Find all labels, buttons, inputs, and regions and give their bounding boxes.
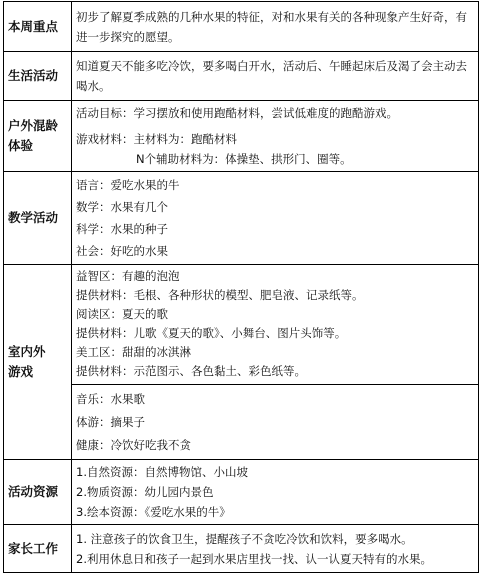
area-puzzle-materials: 提供材料：毛根、各种形状的模型、肥皂液、记录纸等。 (76, 288, 364, 302)
parent-work-content (72, 525, 479, 573)
label-indoor-outdoor-games (4, 265, 72, 460)
outdoor-goal: 活动目标：学习摆放和使用跑酷材料，尝试低难度的跑酷游戏。 (76, 106, 398, 120)
area-puzzle: 益智区：有趣的泡泡 (76, 269, 180, 283)
weekly-focus-line: 初步了解夏季成熟的几种水果的特征，对和水果有关的各种现象产生好奇，有进一步探究的愿望。 (76, 9, 467, 44)
teaching-language: 语言：爱吃水果的牛 (76, 178, 180, 192)
life-activity-line: 知道夏天不能多吃冷饮，要多喝白开水，活动后、午睡起床后及渴了会主动去喝水。 (76, 59, 467, 93)
label-indoor-line1: 室内外 (8, 344, 46, 359)
teaching-content (72, 172, 479, 265)
row-indoor-outdoor-games (4, 265, 479, 460)
teaching-science: 科学：水果的种子 (76, 222, 168, 236)
parent-item-2: 2.利用休息日和孩子一起到水果店里找一找、认一认夏天特有的水果。 (76, 551, 432, 566)
weekly-focus-text (72, 2, 479, 52)
game-sports: 体游：摘果子 (76, 415, 145, 429)
game-music: 音乐：水果歌 (76, 392, 145, 406)
other-games (72, 384, 478, 457)
teaching-math: 数学：水果有几个 (76, 200, 168, 214)
game-health: 健康：冷饮好吃我不贪 (76, 438, 191, 452)
row-outdoor-experience (4, 101, 479, 172)
label-life-activity: 生活活动 (4, 52, 72, 101)
row-activity-resources (4, 460, 479, 525)
outdoor-content (72, 101, 479, 172)
area-art-materials: 提供材料：示范图示、各色黏土、彩色纸等。 (76, 364, 306, 378)
resource-nature: 1.自然资源：自然博物馆、小山坡 (76, 465, 248, 479)
resource-picture-book: 3.绘本资源：《爱吃水果的牛》 (76, 505, 231, 519)
area-art: 美工区：甜甜的冰淇淋 (76, 345, 191, 359)
row-weekly-focus (4, 2, 479, 52)
label-parent-work: 家长工作 (4, 525, 72, 573)
indoor-content (72, 265, 479, 460)
teaching-social: 社会：好吃的水果 (76, 244, 168, 258)
label-activity-resources: 活动资源 (4, 460, 72, 525)
label-teaching-activity: 教学活动 (4, 172, 72, 265)
life-activity-text (72, 52, 479, 101)
label-weekly-focus: 本周重点 (4, 2, 72, 52)
outdoor-material-main: 游戏材料：主材料为：跑酷材料 (76, 132, 237, 146)
resource-material: 2.物质资源：幼儿园内景色 (76, 485, 214, 499)
row-teaching-activity (4, 172, 479, 265)
label-outdoor-experience (4, 101, 72, 172)
weekly-plan-table (3, 1, 479, 573)
area-reading: 阅读区：夏天的歌 (76, 307, 168, 321)
label-outdoor-line2: 体验 (8, 138, 34, 153)
row-life-activity (4, 52, 479, 101)
label-indoor-line2: 游戏 (8, 364, 34, 379)
parent-item-1: 1. 注意孩子的饮食卫生，提醒孩子不贪吃冷饮和饮料，要多喝水。 (76, 531, 413, 546)
area-reading-materials: 提供材料：儿歌《夏天的歌》、小舞台、图片头饰等。 (76, 326, 347, 340)
row-parent-work (4, 525, 479, 573)
outdoor-material-aux: N个辅助材料为：体操垫、拱形门、圈等。 (136, 152, 352, 166)
resources-content (72, 460, 479, 525)
label-outdoor-line1: 户外混龄 (8, 118, 59, 133)
